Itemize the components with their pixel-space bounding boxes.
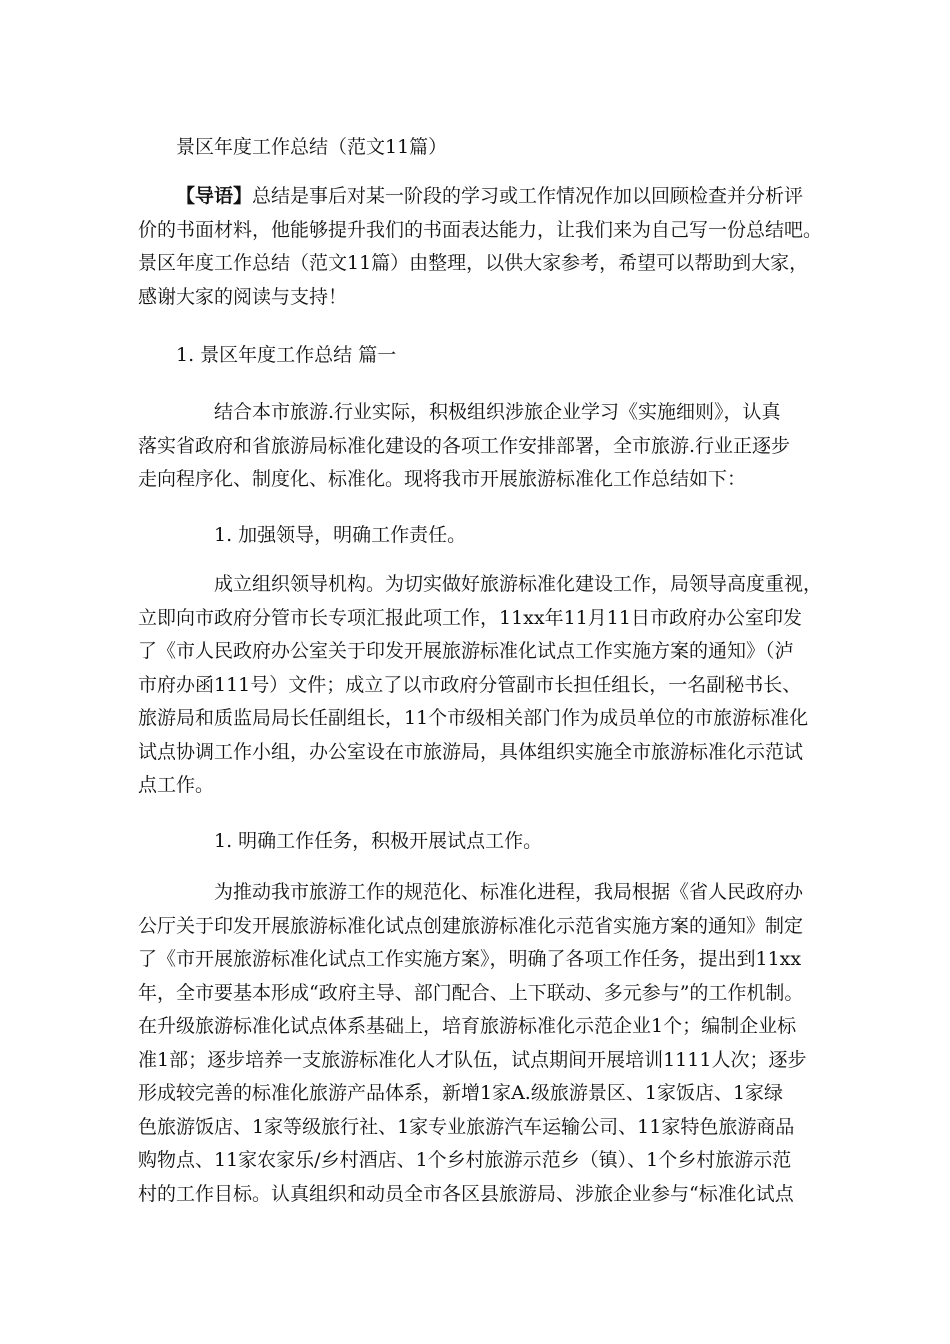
paragraph-2-line-7: 点工作。 — [138, 774, 215, 796]
section-heading-1: 1. 景区年度工作总结 篇一 — [176, 344, 397, 366]
paragraph-2-line-5: 旅游局和质监局局长任副组长，11个市级相关部门作为成员单位的市旅游标准化 — [138, 707, 809, 729]
intro-line-2: 价的书面材料，他能够提升我们的书面表达能力，让我们来为自己写一份总结吧。 — [138, 218, 823, 241]
paragraph-1-line-2: 落实省政府和省旅游局标准化建设的各项工作安排部署，全市旅游.行业正逐步 — [138, 434, 791, 457]
paragraph-3-line-4: 年，全市要基本形成“政府主导、部门配合、上下联动、多元参与”的工作机制。 — [138, 981, 804, 1004]
paragraph-3-line-2: 公厅关于印发开展旅游标准化试点创建旅游标准化示范省实施方案的通知》制定 — [138, 914, 804, 937]
paragraph-2-line-3: 了《市人民政府办公室关于印发开展旅游标准化试点工作实施方案的通知》（泸 — [138, 640, 794, 662]
paragraph-3-line-5: 在升级旅游标准化试点体系基础上，培育旅游标准化示范企业1个；编制企业标 — [138, 1015, 797, 1037]
paragraph-3 — [138, 876, 818, 1211]
sub-heading-1: 1. 加强领导，明确工作责任。 — [214, 524, 467, 546]
paragraph-3-line-10: 村的工作目标。认真组织和动员全市各区县旅游局、涉旅企业参与“标准化试点 — [138, 1182, 794, 1205]
paragraph-3-line-7: 形成较完善的标准化旅游产品体系，新增1家A.级旅游景区、1家饭店、1家绿 — [138, 1082, 784, 1104]
paragraph-1 — [138, 396, 818, 497]
sub-heading-2: 1. 明确工作任务，积极开展试点工作。 — [214, 830, 543, 852]
paragraph-3-line-9: 购物点、11家农家乐/乡村酒店、1个乡村旅游示范乡（镇）、1个乡村旅游示范 — [138, 1149, 792, 1171]
intro-line-3: 景区年度工作总结（范文11篇）由整理，以供大家参考，希望可以帮助到大家， — [138, 252, 809, 274]
paragraph-1-line-1: 结合本市旅游.行业实际，积极组织涉旅企业学习《实施细则》，认真 — [214, 401, 781, 423]
paragraph-1-line-3: 走向程序化、制度化、标准化。现将我市开展旅游标准化工作总结如下： — [138, 468, 747, 490]
document-title: 景区年度工作总结（范文11篇） — [176, 136, 448, 158]
paragraph-2-line-6: 试点协调工作小组，办公室设在市旅游局，具体组织实施全市旅游标准化示范试 — [138, 740, 804, 763]
paragraph-2-line-1: 成立组织领导机构。为切实做好旅游标准化建设工作，局领导高度重视， — [214, 573, 823, 595]
paragraph-2-line-2: 立即向市政府分管市长专项汇报此项工作，11xx年11月11日市政府办公室印发 — [138, 606, 802, 629]
paragraph-3-line-1: 为推动我市旅游工作的规范化、标准化进程，我局根据《省人民政府办 — [214, 881, 804, 903]
paragraph-2 — [138, 568, 823, 803]
intro-line-1: 【导语】总结是事后对某一阶段的学习或工作情况作加以回顾检查并分析评 — [176, 185, 804, 207]
paragraph-3-line-6: 准1部；逐步培养一支旅游标准化人才队伍，试点期间开展培训1111人次；逐步 — [138, 1048, 807, 1071]
paragraph-3-line-8: 色旅游饭店、1家等级旅行社、1家专业旅游汽车运输公司、11家特色旅游商品 — [138, 1115, 795, 1138]
paragraph-3-line-3: 了《市开展旅游标准化试点工作实施方案》，明确了各项工作任务，提出到11xx — [138, 948, 802, 970]
intro-bracket: 【导语】 — [176, 185, 253, 207]
intro-line-4: 感谢大家的阅读与支持！ — [138, 285, 348, 308]
paragraph-2-line-4: 市府办函111号）文件；成立了以市政府分管副市长担任组长，一名副秘书长、 — [138, 673, 802, 696]
intro-paragraph — [138, 180, 823, 314]
